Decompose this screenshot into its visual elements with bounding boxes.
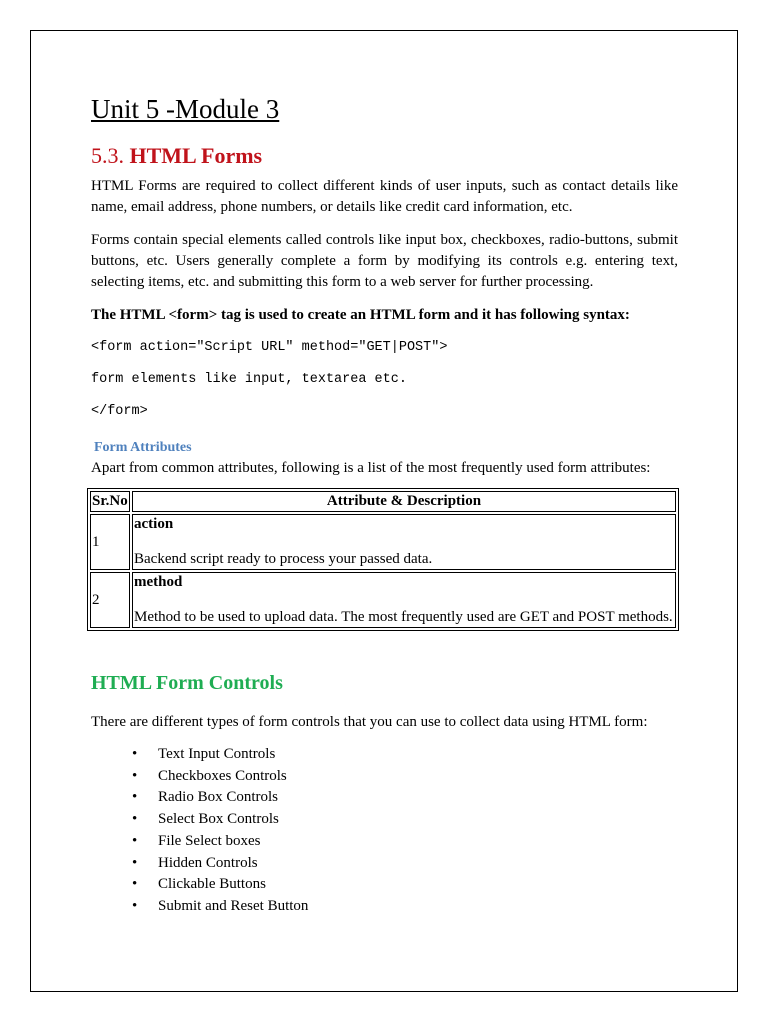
section-number: 5.3. — [91, 143, 124, 168]
controls-paragraph: Forms contain special elements called controls like input box, checkboxes, radio-buttons, submit buttons, etc. Users generally complete a form by modifying its controls e.g. entering text, selecting items, etc. and submitting this form to a web server for further processing. — [91, 232, 678, 290]
list-item: • Checkboxes Controls — [158, 766, 308, 788]
header-sr-no: Sr.No — [90, 491, 130, 512]
attribute-name: action — [134, 516, 174, 532]
table-header-row — [90, 491, 676, 512]
table-row — [90, 572, 676, 628]
row-attribute-cell — [132, 572, 676, 628]
attribute-description: Method to be used to upload data. The most frequently used are GET and POST methods. — [134, 609, 673, 625]
row-number: 2 — [90, 572, 130, 628]
attribute-description: Backend script ready to process your passed data. — [134, 551, 433, 567]
form-controls-intro: There are different types of form controls that you can use to collect data using HTML form: — [91, 714, 648, 730]
list-item: • Submit and Reset Button — [158, 896, 308, 918]
list-item: • Clickable Buttons — [158, 874, 308, 896]
code-line-open: <form action="Script URL" method="GET|POST"> — [91, 340, 448, 355]
code-line-close: </form> — [91, 404, 148, 419]
row-number: 1 — [90, 514, 130, 570]
intro-paragraph: HTML Forms are required to collect different kinds of user inputs, such as contact details like name, email address, phone numbers, or details like credit card information, etc. — [91, 178, 678, 215]
form-attributes-heading: Form Attributes — [94, 440, 192, 455]
form-controls-list — [131, 744, 308, 918]
syntax-intro: The HTML <form> tag is used to create an HTML form and it has following syntax: — [91, 307, 630, 323]
attributes-table — [87, 488, 679, 631]
list-item: • Text Input Controls — [158, 744, 308, 766]
form-controls-heading: HTML Form Controls — [91, 672, 283, 694]
section-name: HTML Forms — [129, 143, 263, 168]
form-attributes-intro: Apart from common attributes, following is a list of the most frequently used form attributes: — [91, 460, 651, 476]
section-title — [91, 142, 678, 170]
table-row — [90, 514, 676, 570]
header-attribute-description: Attribute & Description — [132, 491, 676, 512]
list-item: • Radio Box Controls — [158, 787, 308, 809]
list-item: • Hidden Controls — [158, 853, 308, 875]
row-attribute-cell — [132, 514, 676, 570]
attribute-name: method — [134, 574, 183, 590]
code-line-body: form elements like input, textarea etc. — [91, 372, 407, 387]
unit-title: Unit 5 -Module 3 — [91, 94, 280, 124]
document-body — [91, 92, 678, 479]
list-item: • Select Box Controls — [158, 809, 308, 831]
list-item: • File Select boxes — [158, 831, 308, 853]
